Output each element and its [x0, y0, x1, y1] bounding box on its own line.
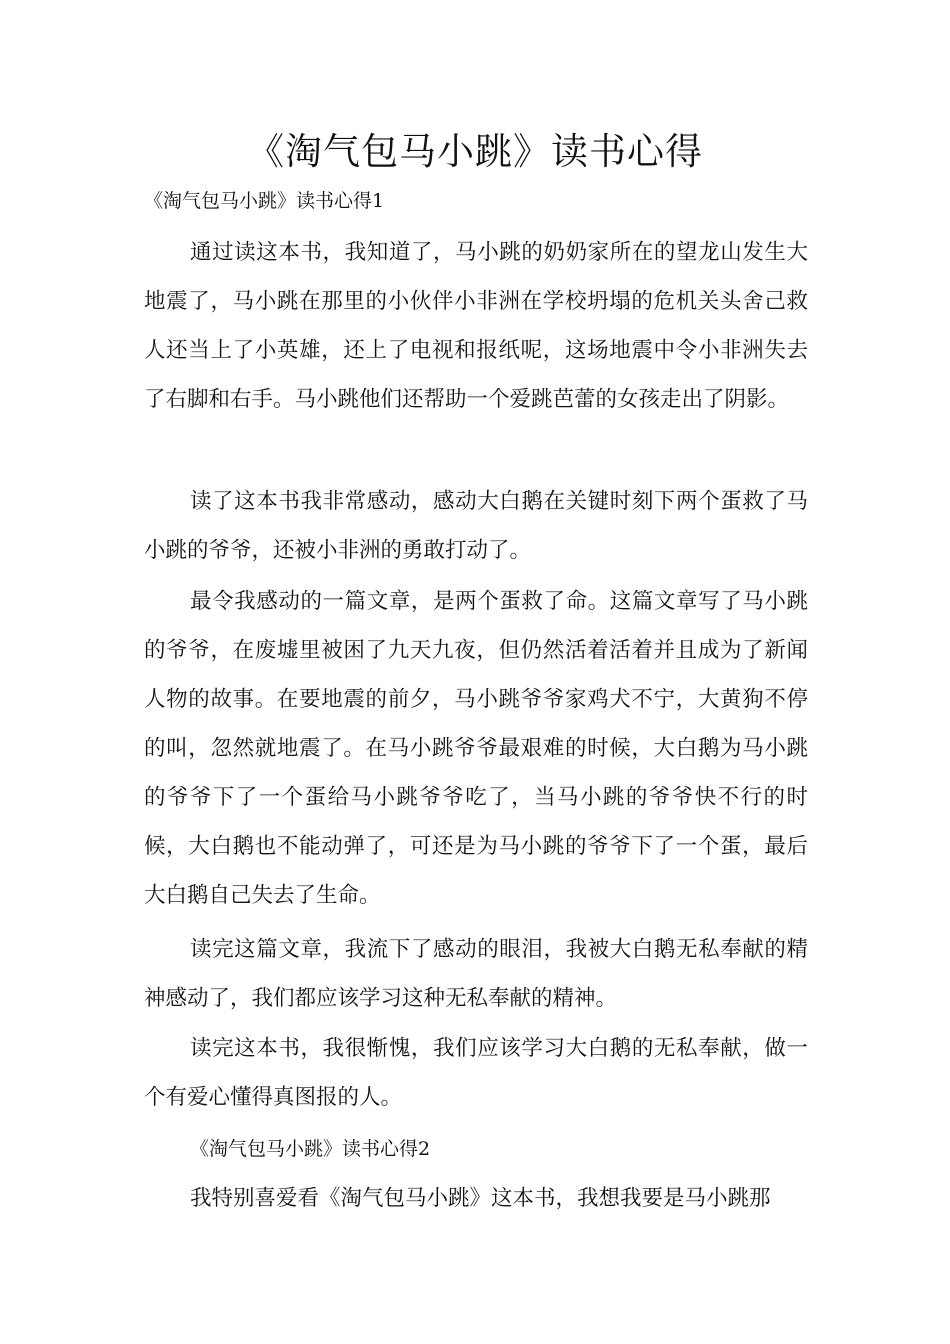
- section-heading-1: 《淘气包马小跳》读书心得1: [144, 190, 385, 212]
- paragraph: 读了这本书我非常感动，感动大白鹅在关键时刻下两个蛋救了马小跳的爷爷，还被小非洲的勇敢打动了。: [144, 489, 808, 563]
- paragraph: 我特别喜爱看《淘气包马小跳》这本书，我想我要是马小跳那: [190, 1186, 771, 1211]
- section-heading-2: 《淘气包马小跳》读书心得2: [190, 1138, 431, 1160]
- paragraph: 最令我感动的一篇文章，是两个蛋救了命。这篇文章写了马小跳的爷爷，在废墟里被困了九天九夜，但仍然活着活着并且成为了新闻人物的故事。在要地震的前夕，马小跳爷爷家鸡犬不宁，大黄狗不停的叫，忽然就地震了。在马小跳爷爷最艰难的时候，大白鹅为马小跳的爷爷下了一个蛋给马小跳爷爷吃了，当马小跳的爷爷快不行的时候，大白鹅也不能动弹了，可还是为马小跳的爷爷下了一个蛋，最后大白鹅自己失去了生命。: [144, 589, 808, 908]
- paragraph: 通过读这本书，我知道了，马小跳的奶奶家所在的望龙山发生大地震了，马小跳在那里的小伙伴小非洲在学校坍塌的危机关头舍己救人还当上了小英雄，还上了电视和报纸呢，这场地震中令小非洲失去了右脚和右手。马小跳他们还帮助一个爱跳芭蕾的女孩走出了阴影。: [144, 240, 808, 412]
- document-title: 《淘气包马小跳》读书心得: [247, 130, 703, 173]
- paragraph: 读完这篇文章，我流下了感动的眼泪，我被大白鹅无私奉献的精神感动了，我们都应该学习这种无私奉献的精神。: [144, 937, 808, 1011]
- paragraph: 读完这本书，我很惭愧，我们应该学习大白鹅的无私奉献，做一个有爱心懂得真图报的人。: [144, 1036, 808, 1110]
